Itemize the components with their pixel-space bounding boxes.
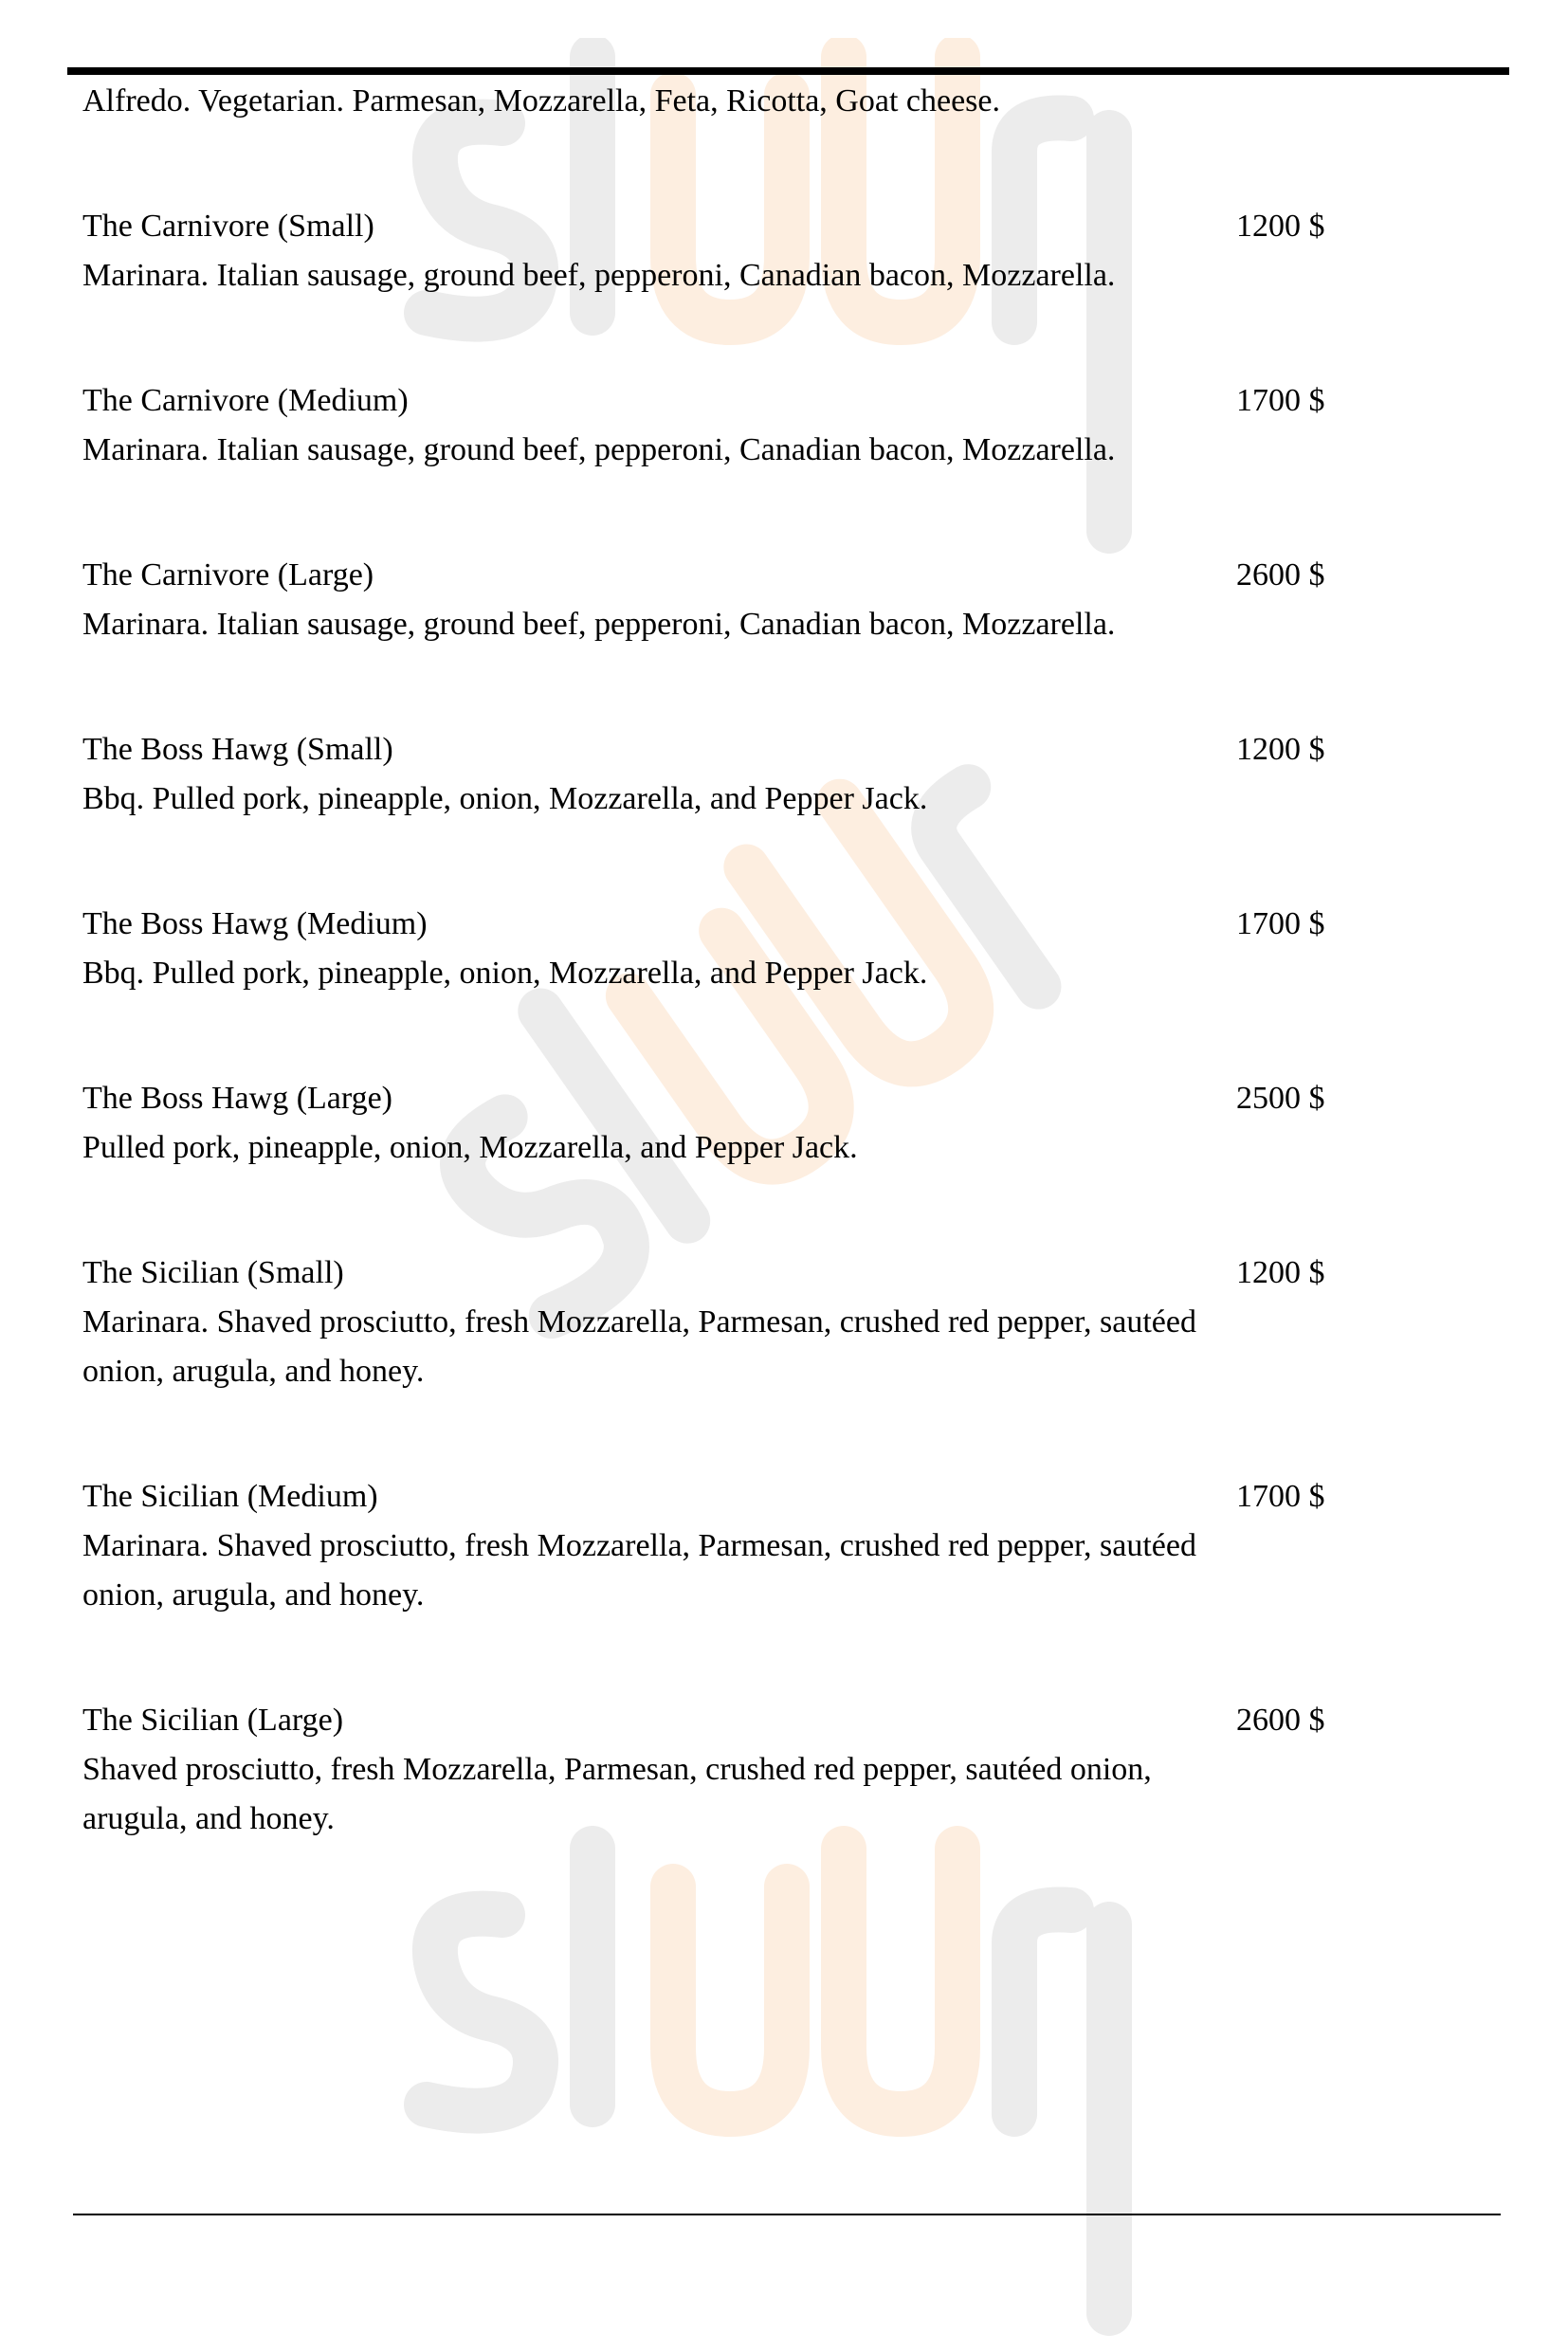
item-description: Marinara. Italian sausage, ground beef, pepperoni, Canadian bacon, Mozzarella. bbox=[82, 258, 1116, 293]
item-price: 1700 $ bbox=[1236, 1479, 1325, 1514]
menu-item bbox=[82, 1696, 1467, 1844]
top-divider bbox=[67, 67, 1509, 75]
menu-list bbox=[82, 77, 1467, 1920]
item-price: 1700 $ bbox=[1236, 383, 1325, 418]
item-name: The Sicilian (Small) bbox=[82, 1255, 344, 1290]
item-name: The Boss Hawg (Large) bbox=[82, 1081, 393, 1116]
menu-item bbox=[82, 900, 1467, 998]
item-name: The Carnivore (Large) bbox=[82, 557, 374, 592]
item-price: 1200 $ bbox=[1236, 209, 1325, 244]
item-description: Bbq. Pulled pork, pineapple, onion, Mozzarella, and Pepper Jack. bbox=[82, 781, 928, 816]
item-price: 1200 $ bbox=[1236, 732, 1325, 767]
item-name: The Sicilian (Large) bbox=[82, 1703, 344, 1738]
item-price: 1200 $ bbox=[1236, 1255, 1325, 1290]
item-name: The Carnivore (Small) bbox=[82, 209, 374, 244]
menu-item bbox=[82, 376, 1467, 475]
item-name: The Boss Hawg (Small) bbox=[82, 732, 393, 767]
menu-item bbox=[82, 551, 1467, 649]
item-description: Marinara. Shaved prosciutto, fresh Mozzarella, Parmesan, crushed red pepper, sautéed onion, arugula, and honey. bbox=[82, 1528, 1196, 1613]
bottom-divider bbox=[73, 2214, 1501, 2215]
item-description: Marinara. Shaved prosciutto, fresh Mozzarella, Parmesan, crushed red pepper, sautéed onion, arugula, and honey. bbox=[82, 1304, 1196, 1389]
item-price: 2600 $ bbox=[1236, 557, 1325, 592]
item-description: Pulled pork, pineapple, onion, Mozzarella, and Pepper Jack. bbox=[82, 1130, 858, 1165]
item-description: Marinara. Italian sausage, ground beef, pepperoni, Canadian bacon, Mozzarella. bbox=[82, 607, 1116, 642]
item-price: 2500 $ bbox=[1236, 1081, 1325, 1116]
menu-item-continued bbox=[82, 77, 1467, 126]
item-description: Bbq. Pulled pork, pineapple, onion, Mozzarella, and Pepper Jack. bbox=[82, 956, 928, 991]
item-description: Alfredo. Vegetarian. Parmesan, Mozzarella, Feta, Ricotta, Goat cheese. bbox=[82, 83, 1000, 118]
menu-item bbox=[82, 1074, 1467, 1173]
item-price: 2600 $ bbox=[1236, 1703, 1325, 1738]
menu-item bbox=[82, 202, 1467, 301]
item-name: The Carnivore (Medium) bbox=[82, 383, 409, 418]
menu-item bbox=[82, 725, 1467, 824]
menu-item bbox=[82, 1248, 1467, 1396]
item-name: The Boss Hawg (Medium) bbox=[82, 906, 428, 941]
item-price: 1700 $ bbox=[1236, 906, 1325, 941]
item-description: Shaved prosciutto, fresh Mozzarella, Parmesan, crushed red pepper, sautéed onion, arugula, and honey. bbox=[82, 1752, 1152, 1836]
item-description: Marinara. Italian sausage, ground beef, pepperoni, Canadian bacon, Mozzarella. bbox=[82, 432, 1116, 467]
menu-item bbox=[82, 1472, 1467, 1620]
item-name: The Sicilian (Medium) bbox=[82, 1479, 378, 1514]
